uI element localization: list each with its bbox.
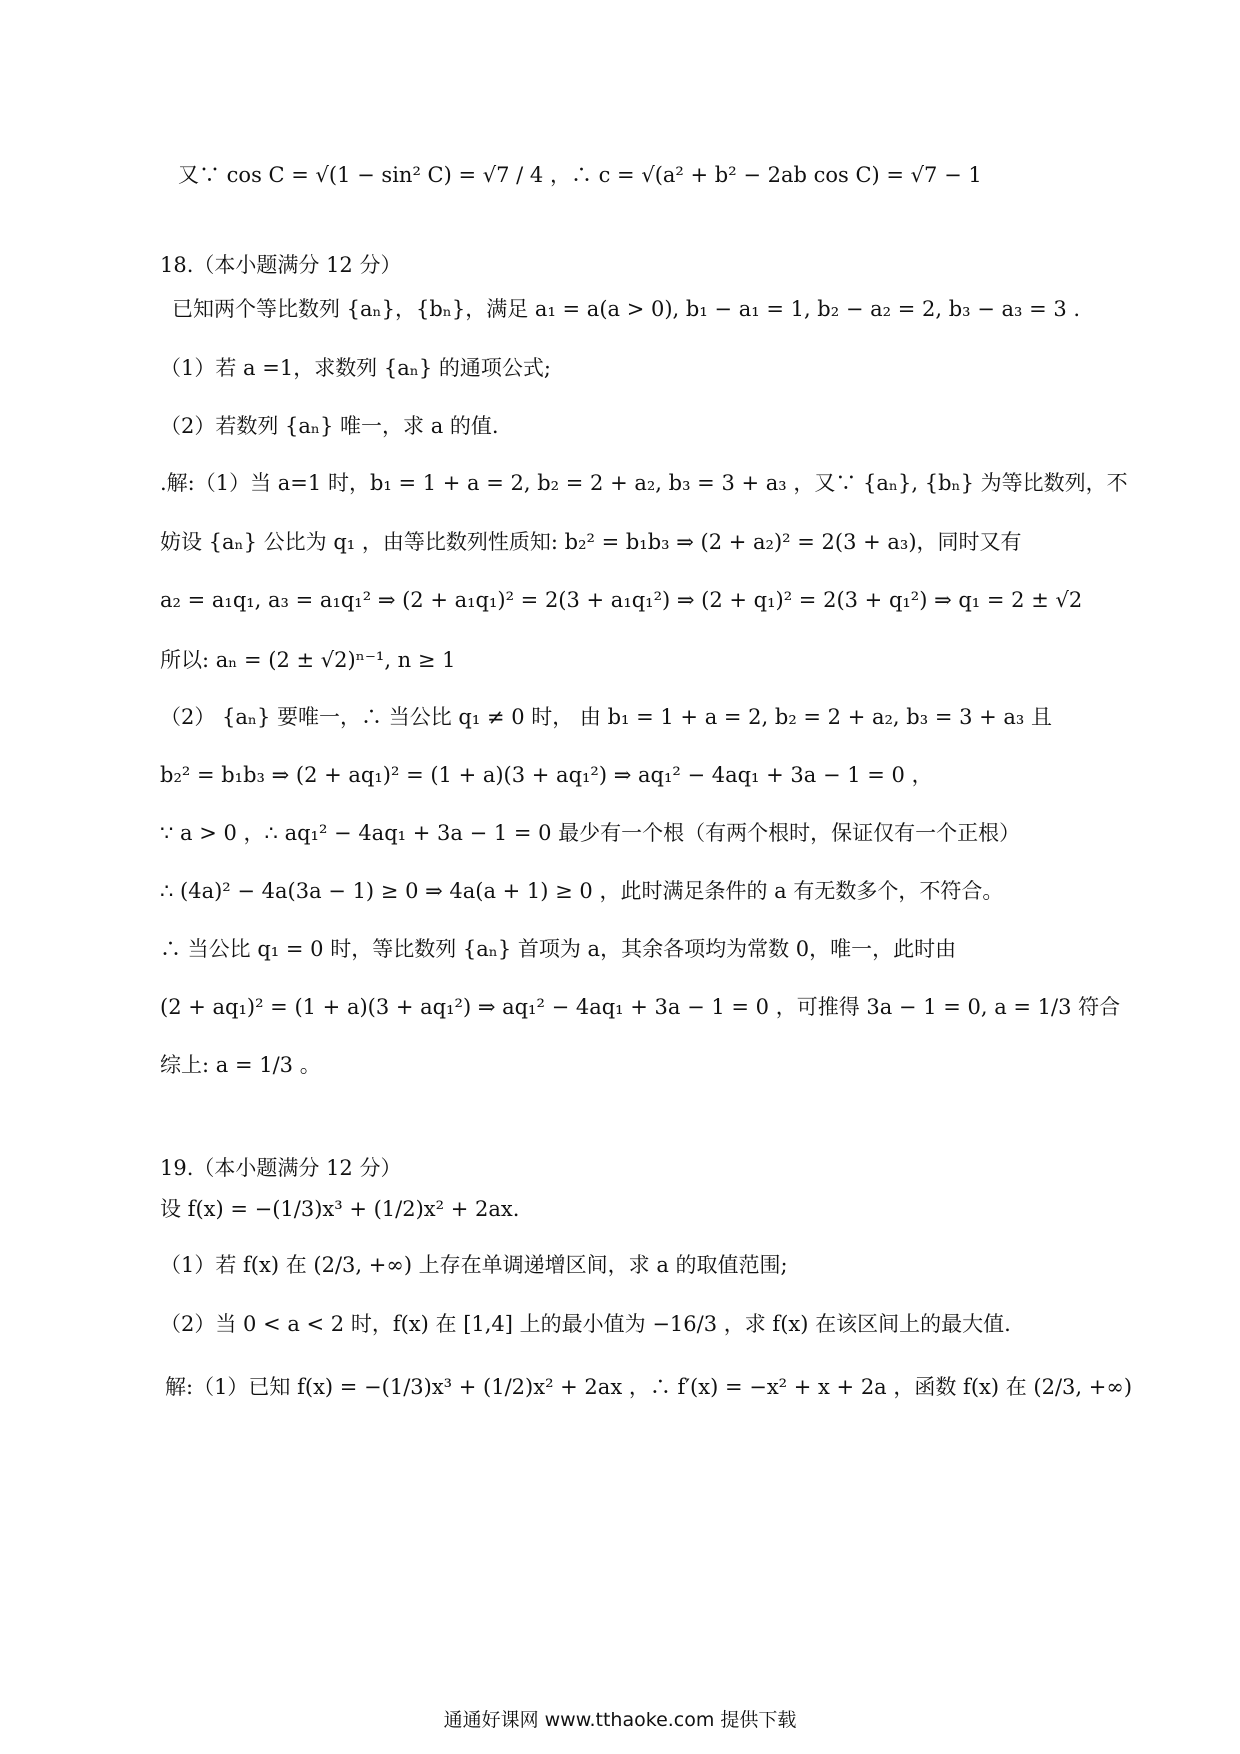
problem-19-part-1: （1）若 f(x) 在 (2/3, +∞) 上存在单调递增区间，求 a 的取值范围; xyxy=(160,1253,788,1277)
solution-18-line-3: a₂ = a₁q₁, a₃ = a₁q₁² ⇒ (2 + a₁q₁)² = 2(3 + a₁q₁²) ⇒ (2 + q₁)² = 2(3 + q₁²) ⇒ q₁ = 2 ± √2 xyxy=(160,588,1083,612)
problem-18-part-2: （2）若数列 {aₙ} 唯一，求 a 的值. xyxy=(160,414,499,438)
problem-19-part-2: （2）当 0 < a < 2 时，f(x) 在 [1,4] 上的最小值为 −16/3 ，求 f(x) 在该区间上的最大值. xyxy=(160,1312,1011,1336)
problem-18-part-1: （1）若 a =1，求数列 {aₙ} 的通项公式; xyxy=(160,356,551,380)
solution-18-conclusion: 综上: a = 1/3 。 xyxy=(160,1053,321,1077)
solution-18-line-8: ∴ (4a)² − 4a(3a − 1) ≥ 0 ⇒ 4a(a + 1) ≥ 0 ，此时满足条件的 a 有无数多个，不符合。 xyxy=(160,879,1004,903)
solution-18-line-1: .解:（1）当 a=1 时，b₁ = 1 + a = 2, b₂ = 2 + a₂, b₃ = 3 + a₃ ，又∵ {aₙ}, {bₙ} 为等比数列，不 xyxy=(160,471,1128,495)
law-of-cosines-line: 又∵ cos C = √(1 − sin² C) = √7 / 4 ，∴ c = √(a² + b² − 2ab cos C) = √7 − 1 xyxy=(178,163,982,187)
solution-18-line-10: (2 + aq₁)² = (1 + a)(3 + aq₁²) ⇒ aq₁² − 4aq₁ + 3a − 1 = 0 ，可推得 3a − 1 = 0, a = 1/3 符合 xyxy=(160,995,1121,1019)
problem-19-heading: 19.（本小题满分 12 分） xyxy=(160,1156,402,1180)
solution-18-line-2: 妨设 {aₙ} 公比为 q₁ ，由等比数列性质知: b₂² = b₁b₃ ⇒ (2 + a₂)² = 2(3 + a₃)，同时又有 xyxy=(160,530,1022,554)
solution-18-line-7: ∵ a > 0 ，∴ aq₁² − 4aq₁ + 3a − 1 = 0 最少有一个根（有两个根时，保证仅有一个正根） xyxy=(160,821,1021,845)
problem-18-statement: 已知两个等比数列 {aₙ}，{bₙ}，满足 a₁ = a(a > 0), b₁ − a₁ = 1, b₂ − a₂ = 2, b₃ − a₃ = 3 . xyxy=(172,297,1081,321)
solution-18-line-9: ∴ 当公比 q₁ = 0 时，等比数列 {aₙ} 首项为 a，其余各项均为常数 0，唯一，此时由 xyxy=(160,937,957,961)
solution-18-line-4: 所以: aₙ = (2 ± √2)ⁿ⁻¹, n ≥ 1 xyxy=(160,648,456,672)
footer-watermark: 通通好课网 www.tthaoke.com 提供下载 xyxy=(443,1709,797,1731)
solution-18-line-5: （2） {aₙ} 要唯一，∴ 当公比 q₁ ≠ 0 时， 由 b₁ = 1 + a = 2, b₂ = 2 + a₂, b₃ = 3 + a₃ 且 xyxy=(160,705,1053,729)
solution-19-line-1: 解:（1）已知 f(x) = −(1/3)x³ + (1/2)x² + 2ax ，∴ f′(x) = −x² + x + 2a ，函数 f(x) 在 (2/3, +∞) xyxy=(165,1375,1133,1399)
problem-18-heading: 18.（本小题满分 12 分） xyxy=(160,253,402,277)
problem-19-function: 设 f(x) = −(1/3)x³ + (1/2)x² + 2ax. xyxy=(160,1197,520,1221)
solution-18-line-6: b₂² = b₁b₃ ⇒ (2 + aq₁)² = (1 + a)(3 + aq₁²) ⇒ aq₁² − 4aq₁ + 3a − 1 = 0 ， xyxy=(160,763,933,787)
